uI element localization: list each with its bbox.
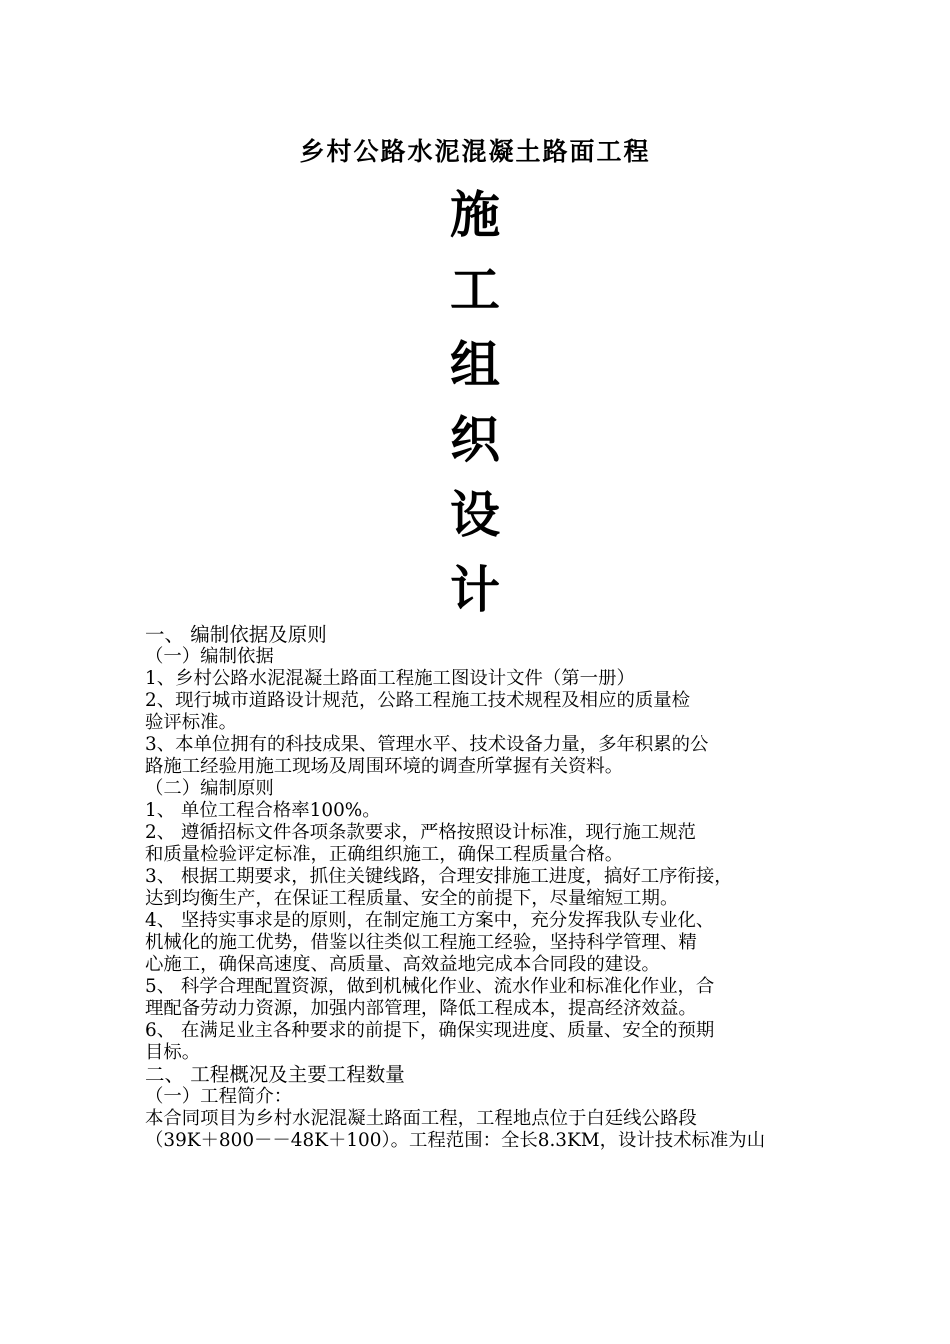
body-line: 5、 科学合理配置资源，做到机械化作业、流水作业和标准化作业，合 <box>145 976 715 997</box>
subsection-heading: （二）编制原则 <box>145 778 274 799</box>
body-line: 1、乡村公路水泥混凝土路面工程施工图设计文件（第一册） <box>145 668 635 689</box>
body-line: 路施工经验用施工现场及周围环境的调查所掌握有关资料。 <box>145 756 624 777</box>
body-line: 2、现行城市道路设计规范，公路工程施工技术规程及相应的质量检 <box>145 690 691 711</box>
section-heading: 一、 编制依据及原则 <box>145 623 327 646</box>
body-line: 3、 根据工期要求，抓住关键线路，合理安排施工进度，搞好工序衔接， <box>145 866 733 887</box>
body-line: 目标。 <box>145 1042 201 1063</box>
body-line: 理配备劳动力资源，加强内部管理，降低工程成本，提高经济效益。 <box>145 998 697 1019</box>
body-line: 和质量检验评定标准，正确组织施工，确保工程质量合格。 <box>145 844 624 865</box>
body-line: 2、 遵循招标文件各项条款要求，严格按照设计标准，现行施工规范 <box>145 822 696 843</box>
project-subtitle: 乡村公路水泥混凝土路面工程 <box>299 137 651 166</box>
subsection-heading: （一）编制依据 <box>145 646 274 667</box>
body-line: 达到均衡生产，在保证工程质量、安全的前提下，尽量缩短工期。 <box>145 888 679 909</box>
title-char-4: 织 <box>450 411 500 469</box>
body-line: 6、 在满足业主各种要求的前提下，确保实现进度、质量、安全的预期 <box>145 1020 715 1041</box>
title-char-6: 计 <box>450 561 500 619</box>
body-line: 心施工，确保高速度、高质量、高效益地完成本合同段的建设。 <box>145 954 660 975</box>
section-heading: 二、 工程概况及主要工程数量 <box>145 1063 405 1086</box>
title-char-1: 施 <box>450 186 500 244</box>
title-char-5: 设 <box>450 486 500 544</box>
title-char-2: 工 <box>450 261 500 319</box>
body-line: 机械化的施工优势，借鉴以往类似工程施工经验，坚持科学管理、精 <box>145 932 697 953</box>
body-line: 1、 单位工程合格率100%。 <box>145 800 381 821</box>
body-line: （39K＋800－－48K＋100）。工程范围：全长8.3KM，设计技术标准为山 <box>145 1130 766 1151</box>
body-line: 3、本单位拥有的科技成果、管理水平、技术设备力量，多年积累的公 <box>145 734 709 755</box>
subsection-heading: （一）工程简介： <box>145 1086 293 1107</box>
body-line: 4、 坚持实事求是的原则，在制定施工方案中，充分发挥我队专业化、 <box>145 910 715 931</box>
title-char-3: 组 <box>450 336 500 394</box>
body-line: 验评标准。 <box>145 712 237 733</box>
body-line: 本合同项目为乡村水泥混凝土路面工程，工程地点位于白廷线公路段 <box>145 1108 697 1129</box>
document-body <box>145 624 820 1152</box>
